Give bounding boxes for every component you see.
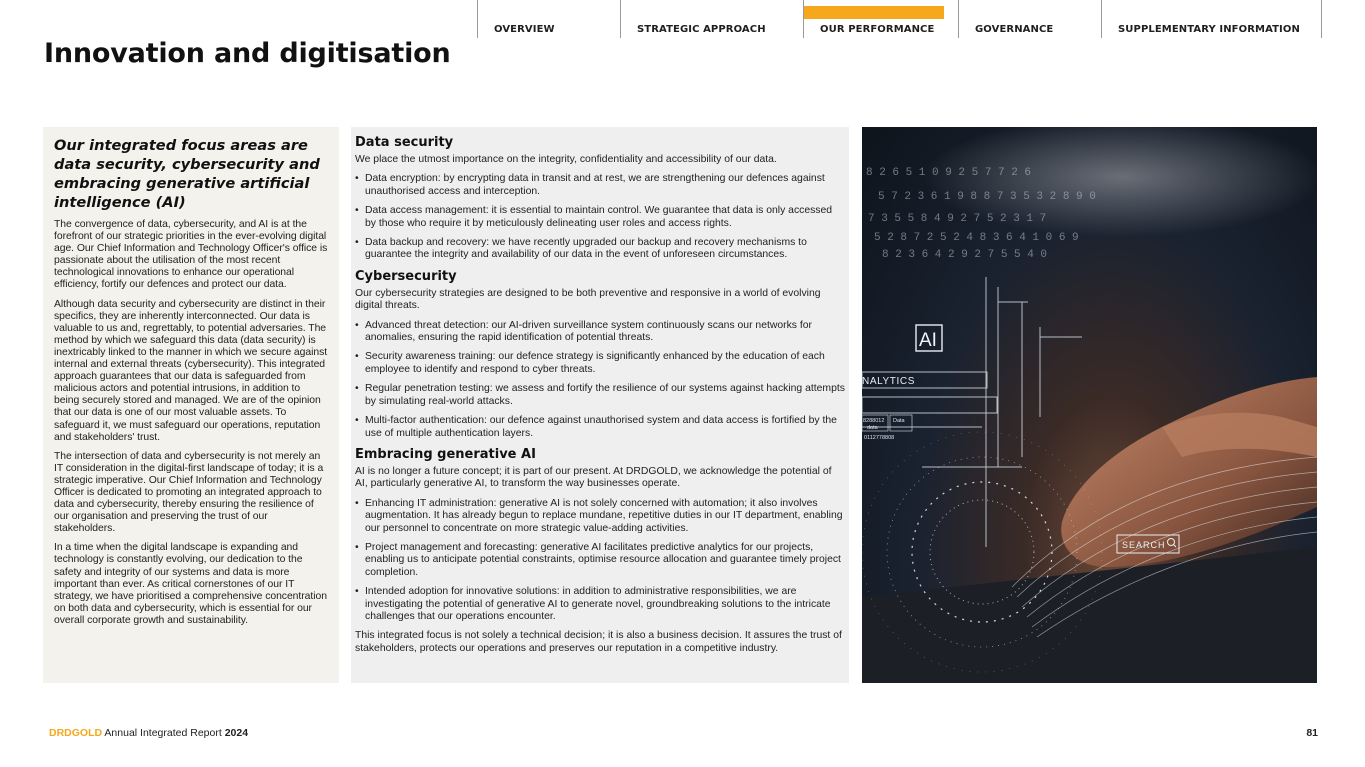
hand-shape	[1061, 377, 1317, 567]
ai-label: AI	[919, 330, 937, 351]
nav-tab-our-performance[interactable]	[803, 0, 958, 38]
list-item: • Regular penetration testing: we assess and fortify the resilience of our systems against hacking attempts by simulating real-world attacks.	[355, 383, 845, 407]
focus-areas-panel	[351, 127, 849, 683]
footer-brand: DRDGOLD	[49, 727, 103, 739]
intro-paragraph: The intersection of data and cybersecurity is not merely an IT consideration in the digital-first landscape of today; it is a strategic imperative. Our Chief Information and Technology Officer is dedicated to promoting an integrated approach to data and cybersecurity, thereby ensuring the resilience of our organisation and preserving the trust of our stakeholders.	[54, 450, 324, 535]
digit-row: 5 2 8 7 2 5 2 4 8 3 6 4 1 0 6 9	[874, 232, 1079, 244]
data-value: 8288012	[863, 418, 885, 424]
data-caption: Data	[893, 418, 905, 424]
intro-paragraph: Although data security and cybersecurity are distinct in their specifics, they are inherently interconnected. Our data is valuable to us and, regrettably, to potential adversaries. The method by which we safeguard this data (data security) is inextricably linked to the manner in which we secure against internal and external threats (cybersecurity). This integrated approach guarantees that our data is safeguarded from malicious actors and potential intrusions, in addition to being securely stored and managed. We are of the opinion that our data is one of our most valuable assets. To safeguard it, we must safeguard our operations, reputation and stakeholders' trust.	[54, 298, 328, 443]
nav-tab-label: OVERVIEW	[494, 24, 555, 35]
section-intro: We place the utmost importance on the integrity, confidentiality and accessibility of our data.	[355, 154, 777, 165]
intro-paragraph: In a time when the digital landscape is expanding and technology is constantly evolving, our dedication to the safety and integrity of our systems and data is more important than ever. As critical cornerstones of our IT strategy, we have prioritised a comprehensive concentration on both data and cybersecurity, which is essential for our overall corporate growth and sustainability.	[54, 542, 327, 626]
digit-row: 5 7 2 3 6 1 9 8 8 7 3 5 3 2 8 9 0	[878, 191, 1096, 203]
list-item: • Data encryption: by encrypting data in transit and at rest, we are strengthening our defences against unauthorised access and interception.	[355, 173, 845, 198]
intro-panel	[43, 127, 339, 683]
closing-paragraph: This integrated focus is not solely a technical decision; it is also a business decision. It assures the trust of stakeholders, protects our operations and preserves our reputation in a competitive industry.	[355, 630, 842, 654]
list-item-text: Data access management: it is essential to maintain control. We guarantee that data is only accessed by those who require it by meticulously delineating user roles and access rights.	[365, 205, 833, 229]
list-item-text: Security awareness training: our defence strategy is significantly enhanced by the education of each employee to identify and respond to cyber threats.	[365, 351, 825, 375]
hud-lines	[862, 277, 1082, 547]
nav-tab-overview[interactable]	[477, 0, 620, 38]
digit-row: 7 3 5 5 8 4 9 2 7 5 2 3 1 7	[868, 213, 1047, 225]
list-item: • Security awareness training: our defence strategy is significantly enhanced by the education of each employee to identify and respond to cyber threats.	[355, 351, 845, 376]
nav-tab-label: GOVERNANCE	[975, 24, 1054, 35]
analytics-label: NALYTICS	[862, 376, 915, 387]
nav-tab-supplementary-information[interactable]	[1101, 0, 1322, 38]
nav-tab-governance[interactable]	[958, 0, 1101, 38]
section-heading-data-security: Data security	[355, 135, 454, 150]
list-item: • Intended adoption for innovative solutions: in addition to administrative responsibilities, we are investigating the potential of generative AI to generate novel, groundbreaking solutions to the intricate challenges that our operations encounter.	[355, 586, 845, 623]
digit-row: 8 2 6 5 1 0 9 2 5 7 7 2 6	[866, 167, 1032, 179]
list-item-text: Regular penetration testing: we assess and fortify the resilience of our systems against hacking attempts by simulating real-world attacks.	[365, 383, 845, 407]
list-item-text: Intended adoption for innovative solutions: in addition to administrative responsibilities, we are investigating the potential of generative AI to generate novel, groundbreaking solutions to the intricate challenges that our operations encounter.	[365, 586, 831, 622]
footer-report-title: Annual Integrated Report	[102, 727, 225, 739]
list-item-text: Data backup and recovery: we have recently upgraded our backup and recovery mechanisms to guarantee the integrity and availability of our data in the event of unforeseen circumstances.	[365, 237, 807, 261]
ai-illustration-image	[862, 127, 1317, 683]
list-item-text: Project management and forecasting: generative AI facilitates predictive analytics for our projects, enabling us to anticipate potential constraints, optimise resource allocation and guarantee timely project completion.	[365, 541, 841, 578]
nav-tab-label: STRATEGIC APPROACH	[637, 24, 766, 35]
laptop-shape	[862, 547, 1317, 683]
intro-lede: Our integrated focus areas are data security, cybersecurity and embracing generative artificial intelligence (AI)	[54, 137, 320, 211]
list-item-text: Multi-factor authentication: our defence against unauthorised system and data access is fortified by the use of multiple authentication layers.	[365, 415, 837, 439]
list-item: • Advanced threat detection: our AI-driven surveillance system continuously scans our networks for anomalies, ensuring the rapid identification of potential threats.	[355, 320, 845, 345]
nav-tab-strategic-approach[interactable]	[620, 0, 803, 38]
footer-report-name	[49, 727, 248, 739]
list-item: • Data backup and recovery: we have recently upgraded our backup and recovery mechanisms to guarantee the integrity and availability of our data in the event of unforeseen circumstances.	[355, 237, 845, 262]
data-caption: data	[867, 425, 878, 431]
list-item: • Data access management: it is essential to maintain control. We guarantee that data is only accessed by those who require it by meticulously delineating user roles and access rights.	[355, 205, 845, 230]
section-heading-cybersecurity: Cybersecurity	[355, 268, 457, 284]
footer-year: 2024	[224, 727, 249, 739]
list-item: • Enhancing IT administration: generative AI is not solely concerned with automation; it also involves augmentation. It has already begun to replace mundane, repetitive duties in our IT department, enabling our personnel to concentrate on more strategic value-adding activities.	[355, 498, 845, 535]
section-intro: AI is no longer a future concept; it is part of our present. At DRDGOLD, we acknowledge the potential of AI, particularly generative AI, to transform the way businesses operate.	[355, 465, 832, 490]
top-navigation	[477, 0, 1322, 38]
search-label: SEARCH	[1122, 540, 1166, 550]
nav-tab-label: SUPPLEMENTARY INFORMATION	[1118, 24, 1300, 35]
illustration-graphic	[862, 127, 1317, 683]
list-item-text: Enhancing IT administration: generative AI is not solely concerned with automation; it also involves augmentation. It has already begun to replace mundane, repetitive duties in our IT department, enabling our personnel to concentrate on more strategic value-adding activities.	[365, 497, 843, 534]
data-value: 0112778808	[864, 435, 895, 441]
list-item: • Project management and forecasting: generative AI facilitates predictive analytics for our projects, enabling us to anticipate potential constraints, optimise resource allocation and guarantee timely project completion.	[355, 542, 845, 579]
list-item: • Multi-factor authentication: our defence against unauthorised system and data access is fortified by the use of multiple authentication layers.	[355, 415, 845, 440]
digit-row: 8 2 3 6 4 2 9 2 7 5 5 4 0	[882, 249, 1048, 261]
section-heading-generative-ai: Embracing generative AI	[355, 446, 536, 462]
page-title: Innovation and digitisation	[44, 38, 451, 69]
page-number: 81	[1306, 727, 1318, 739]
list-item-text: Advanced threat detection: our AI-driven surveillance system continuously scans our networks for anomalies, ensuring the rapid identification of potential threats.	[365, 319, 813, 344]
intro-paragraph: The convergence of data, cybersecurity, and AI is at the forefront of our strategic priorities in the ever-evolving digital age. Our Chief Information and Technology Officer's office is passionate about the utilisation of the most recent technological innovations to enhance our operational efficiency, fortify our defences and protect our data.	[54, 219, 328, 291]
active-tab-indicator	[804, 6, 944, 19]
section-intro: Our cybersecurity strategies are designed to be both preventive and responsive in a world of evolving digital threats.	[355, 287, 821, 312]
small-data-labels	[862, 415, 912, 441]
nav-tab-label: OUR PERFORMANCE	[820, 24, 935, 35]
list-item-text: Data encryption: by encrypting data in transit and at rest, we are strengthening our defences against unauthorised access and interception.	[365, 173, 825, 197]
